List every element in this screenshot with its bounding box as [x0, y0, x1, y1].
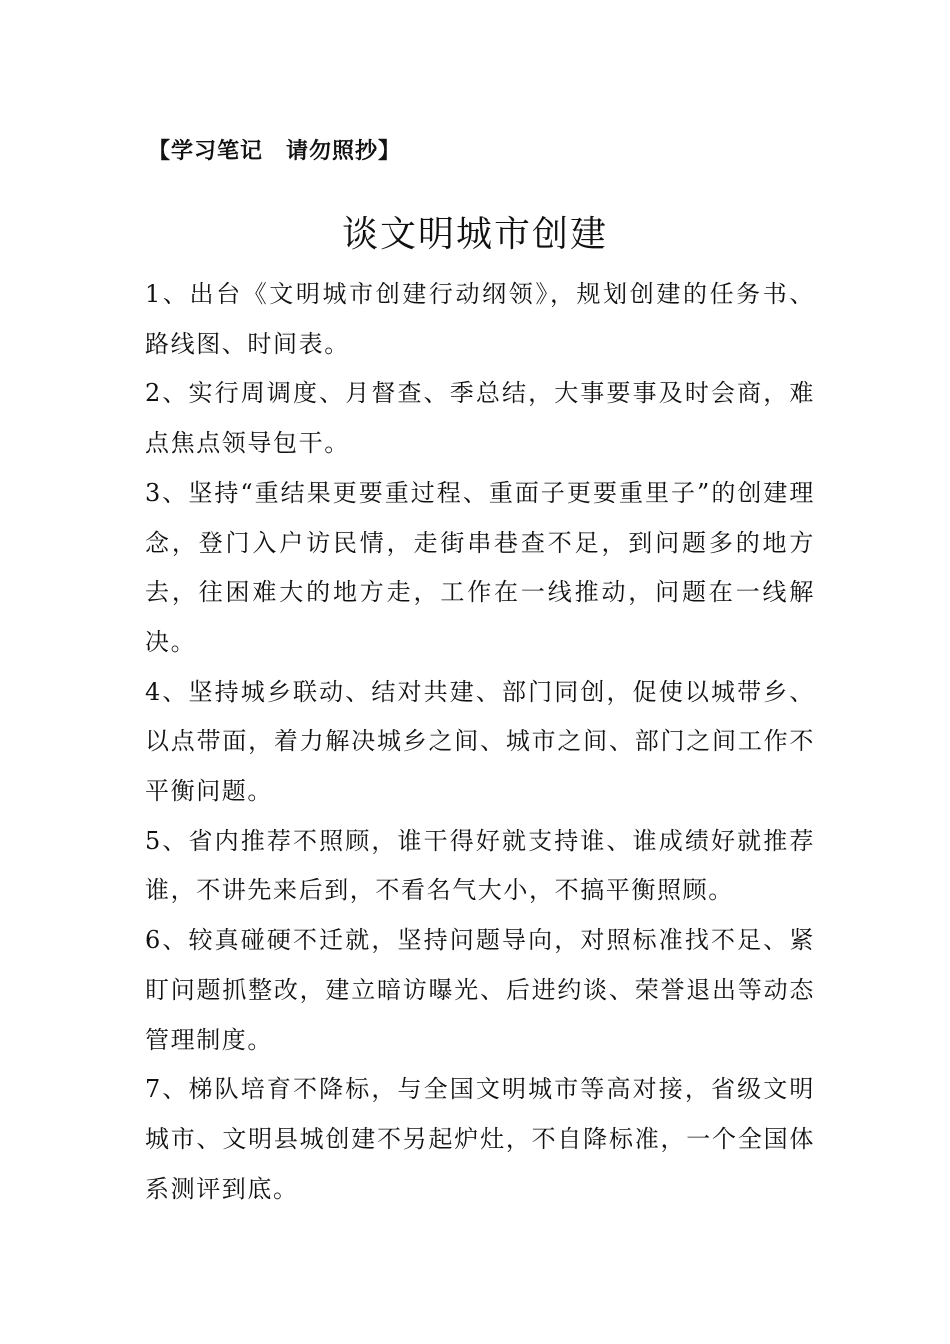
paragraph-2: 2、实行周调度、月督查、季总结，大事要事及时会商，难点焦点领导包干。	[145, 379, 815, 458]
document-body	[145, 270, 815, 1214]
document-title: 谈文明城市创建	[341, 214, 608, 255]
paragraph-4: 4、坚持城乡联动、结对共建、部门同创，促使以城带乡、以点带面，着力解决城乡之间、城市之间、部门之间工作不平衡问题。	[145, 677, 815, 806]
paragraph-6: 6、较真碰硬不迁就，坚持问题导向，对照标准找不足、紧盯问题抓整改，建立暗访曝光、后进约谈、荣誉退出等动态管理制度。	[145, 926, 815, 1054]
paragraph-5: 5、省内推荐不照顾，谁干得好就支持谁、谁成绩好就推荐谁，不讲先来后到，不看名气大小，不搞平衡照顾。	[145, 826, 815, 905]
paragraph-7: 7、梯队培育不降标，与全国文明城市等高对接，省级文明城市、文明县城创建不另起炉灶，不自降标准，一个全国体系测评到底。	[145, 1075, 815, 1203]
study-note-label: 【学习笔记 请勿照抄】	[148, 139, 402, 164]
paragraph-1: 1、出台《文明城市创建行动纲领》，规划创建的任务书、路线图、时间表。	[145, 280, 815, 358]
paragraph-3: 3、坚持“重结果更要重过程、重面子更要重里子”的创建理念，登门入户访民情，走街串巷查不足，到问题多的地方去，往困难大的地方走，工作在一线推动，问题在一线解决。	[145, 478, 815, 656]
